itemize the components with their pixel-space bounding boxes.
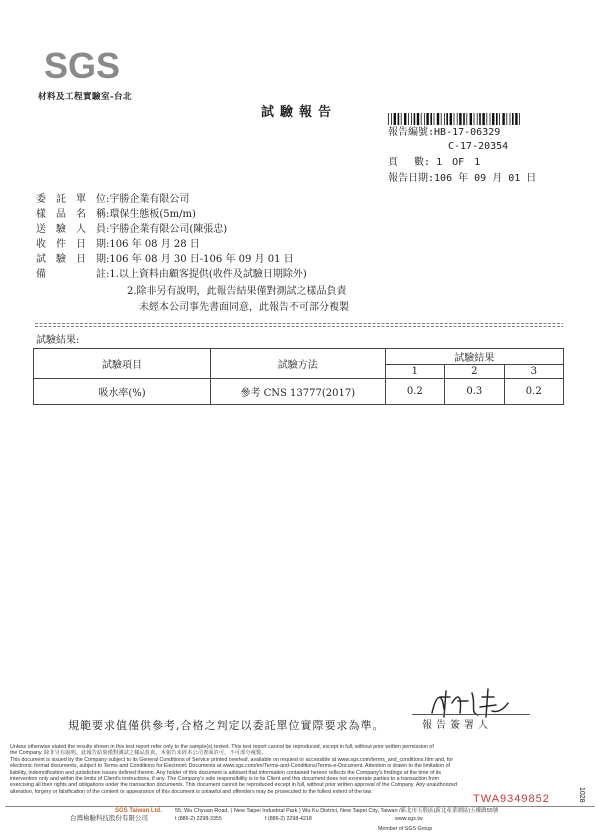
page-value: 1 OF 1 — [436, 157, 481, 168]
barcode-bar — [391, 113, 392, 125]
company-name-cn: 台灣檢驗科技股份有限公司 — [70, 815, 148, 822]
barcode-bar — [408, 113, 409, 125]
barcode-bar — [401, 113, 402, 125]
barcode-bar — [441, 113, 442, 125]
page-label: 頁 數: — [388, 157, 431, 168]
barcode-bar — [388, 113, 389, 125]
results-table — [33, 348, 564, 405]
sub-col-2: 2 — [445, 365, 504, 379]
field-label: 送 驗 人 員: — [36, 224, 110, 235]
footer-divider — [5, 806, 595, 807]
row-result-2: 0.3 — [445, 379, 504, 405]
footer-line: alteration, forgery or falsification of the content or appearance of this document is unlawful and offenders may be prosecuted to the fullest extent of the law. — [10, 788, 373, 795]
barcode-bar — [404, 113, 406, 125]
barcode-bar — [459, 113, 461, 125]
date-value: 106 年 09 月 01 日 — [434, 173, 537, 184]
field-label: 備 註: — [36, 269, 110, 280]
barcode-bar — [474, 113, 475, 125]
barcode-bar — [421, 113, 422, 125]
barcode-bar — [417, 113, 419, 125]
page-count — [388, 156, 480, 170]
report-no — [388, 126, 500, 140]
company-tel: t (886-2) 2298-3355 — [175, 816, 222, 822]
barcode-bar — [470, 113, 472, 125]
barcode-bar — [490, 113, 491, 125]
barcode-bar — [466, 113, 467, 125]
field-client — [36, 193, 189, 207]
field-label: 收 件 日 期: — [36, 239, 110, 250]
remark-3: 未經本公司事先書面同意，此報告不可部分複製 — [139, 302, 349, 313]
barcode-bar — [499, 113, 500, 125]
barcode-bar — [398, 113, 400, 125]
row-method: 參考 CNS 13777(2017) — [210, 379, 385, 405]
logo-text: SGS — [43, 45, 121, 86]
member-of-sgs: Member of SGS Group — [378, 826, 433, 832]
field-submitter — [36, 223, 227, 237]
sgs-logo — [38, 44, 126, 86]
company-address: 55, Wu Chyuan Road, ( New Taipei Industrial Park ) Wu Ku District, New Taipei City, Taiwan /新北市五股區(新北產業園區)五權路55號 — [175, 808, 499, 814]
row-result-1: 0.2 — [385, 379, 444, 405]
results-heading: 試驗結果: — [36, 335, 80, 346]
barcode-bar — [437, 113, 439, 125]
report-no-2: C-17-20354 — [448, 141, 509, 152]
barcode-bar — [510, 113, 511, 125]
separator — [35, 322, 563, 328]
remark-2: 2.除非另有說明，此報告結果僅對測試之樣品負責 — [127, 286, 347, 297]
field-label: 委 託 單 位: — [36, 194, 110, 205]
field-label: 樣 品 名 稱: — [36, 209, 110, 220]
barcode-bar — [434, 113, 435, 125]
footer-line: exercising all their rights and obligations under the transaction documents. This document cannot be reproduced except in full, without prior written approval of the Company. Any unauthorized — [10, 782, 458, 789]
report-date — [388, 172, 536, 186]
report-no-value: HB-17-06329 — [434, 127, 501, 138]
barcode-bar — [506, 113, 507, 125]
barcode-bar — [463, 113, 465, 125]
footer-disclaimer — [10, 744, 580, 795]
barcode-bar — [482, 113, 484, 125]
sub-col-3: 3 — [504, 365, 563, 379]
footer-line: the Company. 除非另有說明，此報告結果僅對測試之樣品負責。本報告未經本公司書面許可，不可部分複製。 — [10, 750, 267, 757]
barcode-bar — [486, 113, 487, 125]
barcode-bar — [424, 113, 425, 125]
row-item: 吸水率(%) — [34, 379, 211, 405]
field-received — [36, 238, 200, 252]
company-web: www.sgs.tw — [395, 816, 423, 822]
barcode-bar — [457, 113, 458, 125]
lab-name: 材料及工程實驗室-台北 — [38, 92, 133, 102]
field-value: 106 年 08 月 30 日-106 年 09 月 01 日 — [109, 254, 294, 265]
barcode-bar — [512, 113, 514, 125]
barcode-bar — [430, 113, 432, 125]
sub-col-1: 1 — [385, 365, 444, 379]
company-name: SGS Taiwan Ltd. — [115, 808, 162, 814]
company-fax: f (886-2) 2298-4218 — [265, 816, 312, 822]
barcode-bar — [479, 113, 481, 125]
barcode-bar — [444, 113, 445, 125]
serial-number: TWA9349852 — [473, 793, 550, 805]
signature-line — [412, 714, 530, 715]
signer-label: 報告簽署人 — [422, 720, 492, 731]
table-row — [34, 379, 564, 405]
field-value: 宇勝企業有限公司 — [109, 194, 190, 205]
barcode-bar — [519, 113, 520, 125]
footer-line: This document is issued by the Company subject to its General Conditions of Service printed overleaf, available on request or accessible at www.sgs.com/terms_and_conditions.htm and, for — [10, 756, 454, 763]
field-value: 1.以上資料由顧客提供(收件及試驗日期除外) — [109, 269, 307, 280]
barcode-bar — [492, 113, 494, 125]
field-test-date — [36, 253, 294, 267]
barcode-bar — [502, 113, 504, 125]
field-sample — [36, 208, 196, 222]
report-title: 試驗報告 — [260, 105, 337, 120]
barcode — [388, 113, 523, 125]
barcode-bar — [454, 113, 455, 125]
barcode-bar — [477, 113, 478, 125]
barcode-bar — [414, 113, 416, 125]
barcode-bar — [411, 113, 412, 125]
footer-line: intervention only and within the limits of Client's instructions, if any. The Company's sole responsibility is to its Client and this document does not exonerate parties to a transaction from — [10, 776, 440, 783]
barcode-bar — [446, 113, 448, 125]
report-no-label: 報告編號: — [388, 127, 435, 138]
footer-line: Unless otherwise stated the results shown in this test report refer only to the sample(s) tested. This test report cannot be reproduced, except in full, without prior written permission of — [10, 744, 434, 750]
barcode-bar — [496, 113, 498, 125]
field-value: 環保生態板(5m/m) — [109, 209, 196, 220]
spec-note: 規範要求值僅供參考,合格之判定以委託單位實際要求為準。 — [68, 719, 385, 732]
footer-line: electronic format documents, subject to Terms and Conditions for Electronic Documents at www.sgs.com/en/Terms-and-Conditions/Terms-e-Document. Attention is drawn to the limitation of — [10, 763, 451, 770]
barcode-bar — [515, 113, 517, 125]
col-item-header: 試驗項目 — [34, 349, 211, 379]
footer-line: liability, indemnification and jurisdiction issues defined therein. Any holder of this document is advised that information contained hereon reflects the Company's findings at the time of its — [10, 769, 442, 776]
field-remarks — [36, 268, 307, 282]
col-results-header: 試驗結果 — [385, 349, 563, 365]
barcode-bar — [394, 113, 396, 125]
barcode-bar — [450, 113, 452, 125]
field-value: 106 年 08 月 28 日 — [109, 239, 200, 250]
barcode-bar — [426, 113, 428, 125]
side-code: 1028 — [578, 787, 585, 803]
date-label: 報告日期: — [388, 173, 435, 184]
col-method-header: 試驗方法 — [210, 349, 385, 379]
field-label: 試 驗 日 期: — [36, 254, 110, 265]
field-value: 宇勝企業有限公司(陳張忠) — [109, 224, 228, 235]
row-result-3: 0.2 — [504, 379, 563, 405]
